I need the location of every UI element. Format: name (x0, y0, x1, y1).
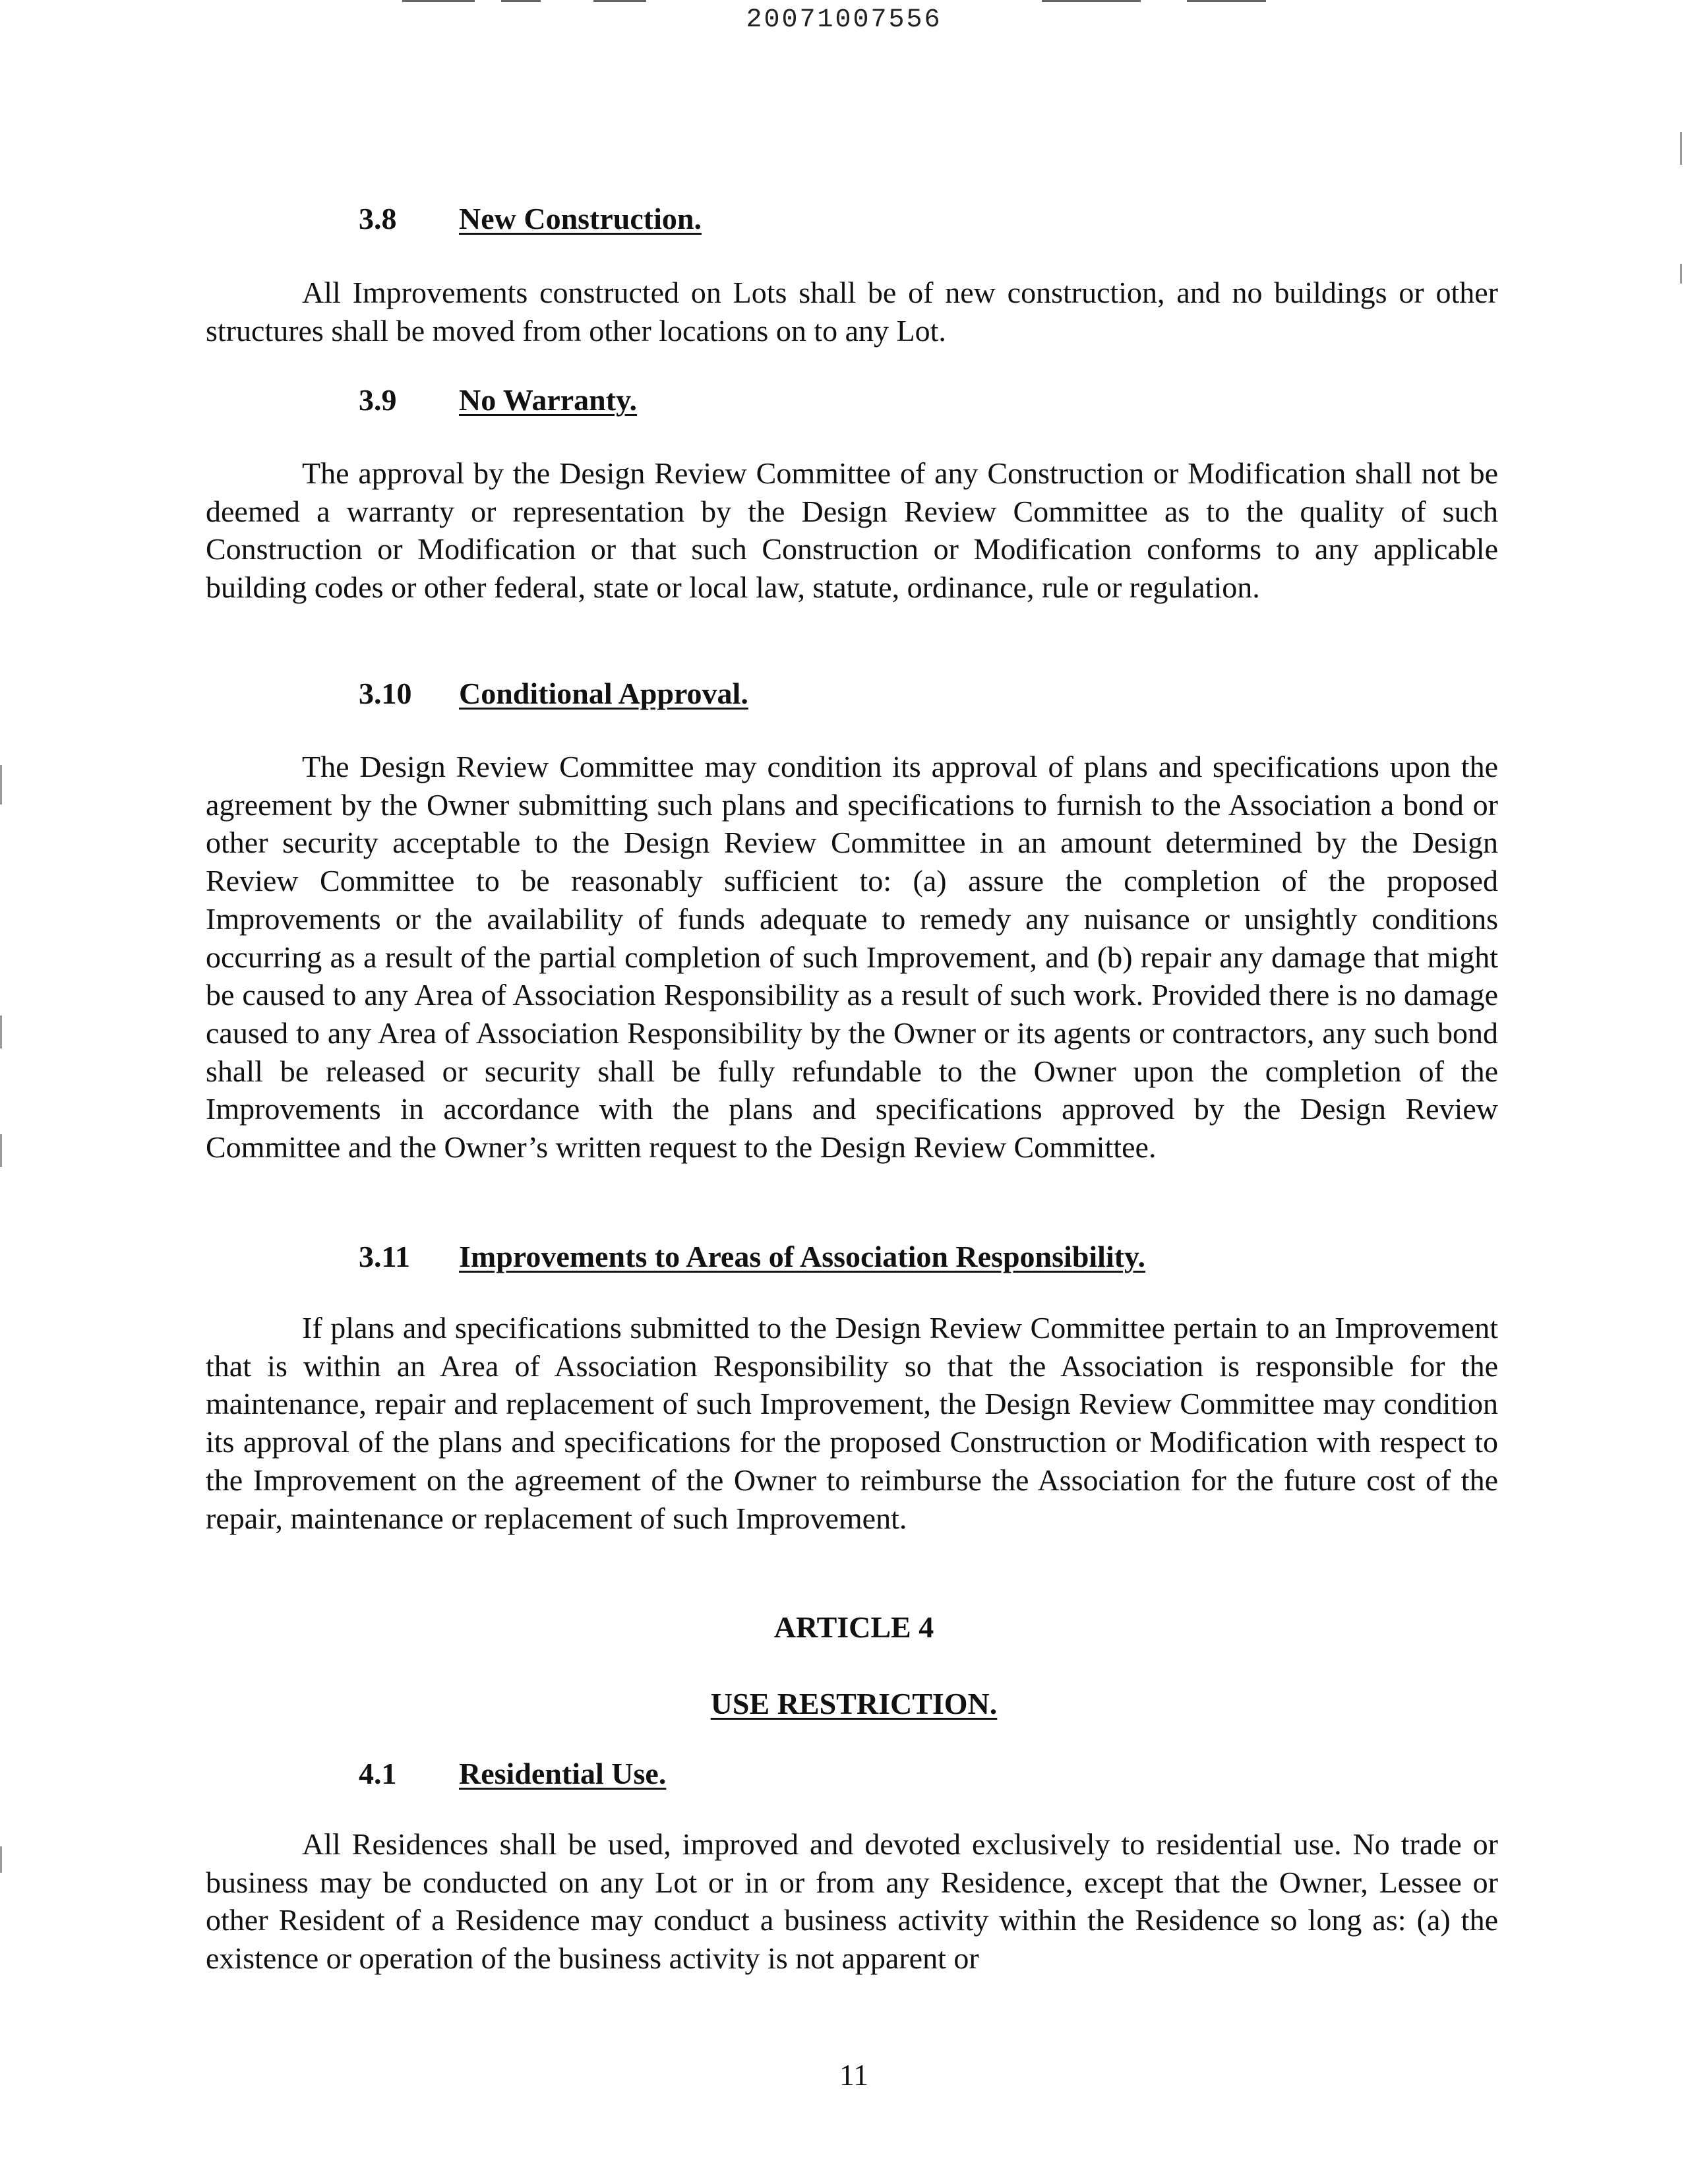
section-heading-3-8 (359, 200, 702, 237)
scan-artifact (402, 0, 475, 2)
section-number: 4.1 (359, 1757, 397, 1790)
scan-artifact (1042, 0, 1141, 2)
scan-artifact (501, 0, 541, 2)
section-body-3-10: The Design Review Committee may condition its approval of plans and specifications upon the agreement by the Owner submitting such plans and specifications to furnish to the Association a bond or other security acceptable to the Design Review Committee in an amount determined by the Design Review Committee to be reasonably sufficient to: (a) assure the completion of the proposed Improvements or the availability of funds adequate to remedy any nuisance or unsightly conditions occurring as a result of the partial completion of such Improvement, and (b) repair any damage that might be caused to any Area of Association Responsibility as a result of such work. Provided there is no damage caused to any Area of Association Responsibility by the Owner or its agents or contractors, any such bond shall be released or security shall be fully refundable to the Owner upon the completion of the Improvements in accordance with the plans and specifications approved by the Design Review Committee and the Owner’s written request to the Design Review Committee. (206, 750, 1498, 1165)
article-title (0, 1685, 1688, 1722)
section-title: Improvements to Areas of Association Responsibility. (459, 1240, 1146, 1273)
scan-artifact (1187, 0, 1266, 2)
section-number: 3.11 (359, 1240, 410, 1273)
scan-artifact (593, 0, 646, 2)
margin-mark (0, 1134, 2, 1167)
document-number: 20071007556 (746, 5, 942, 35)
section-body-3-9: The approval by the Design Review Committee of any Construction or Modification shall not be deemed a warranty or representation by the Design Review Committee as to the quality of such Construction or Modification or that such Construction or Modification conforms to any applicable building codes or other federal, state or local law, statute, ordinance, rule or regulation. (206, 456, 1498, 605)
section-number: 3.9 (359, 383, 397, 417)
section-title: Conditional Approval. (459, 677, 748, 710)
section-number: 3.8 (359, 202, 397, 235)
article-title-text: USE RESTRICTION. (710, 1687, 998, 1720)
margin-mark (1680, 264, 1682, 284)
section-title: New Construction. (459, 202, 702, 235)
section-heading-3-11 (359, 1238, 1145, 1275)
section-heading-3-10 (359, 675, 748, 712)
article-label: ARTICLE 4 (773, 1610, 934, 1644)
section-body-3-8: All Improvements constructed on Lots shall be of new construction, and no buildings or other structures shall be moved from other locations on to any Lot. (206, 276, 1498, 348)
section-body-4-1: All Residences shall be used, improved and devoted exclusively to residential use. No trade or business may be conducted on any Lot or in or from any Residence, except that the Owner, Lessee or other Resident of a Residence may conduct a business activity within the Residence so long as: (a) the existence or operation of the business activity is not apparent or (206, 1827, 1498, 1976)
section-title: Residential Use. (459, 1757, 667, 1790)
page-number: 11 (839, 2058, 869, 2092)
section-number: 3.10 (359, 677, 412, 710)
margin-mark (0, 765, 2, 804)
section-body-3-11: If plans and specifications submitted to the Design Review Committee pertain to an Improvement that is within an Area of Association Responsibility so that the Association is responsible for the maintenance, repair and replacement of such Improvement, the Design Review Committee may condition its approval of the plans and specifications for the proposed Construction or Modification with respect to the Improvement on the agreement of the Owner to reimburse the Association for the future cost of the repair, maintenance or replacement of such Improvement. (206, 1311, 1498, 1535)
section-heading-4-1 (359, 1755, 666, 1792)
section-title: No Warranty. (459, 383, 638, 417)
margin-mark (0, 1016, 2, 1048)
margin-mark (1680, 132, 1682, 165)
section-heading-3-9 (359, 382, 637, 419)
margin-mark (0, 1846, 2, 1873)
